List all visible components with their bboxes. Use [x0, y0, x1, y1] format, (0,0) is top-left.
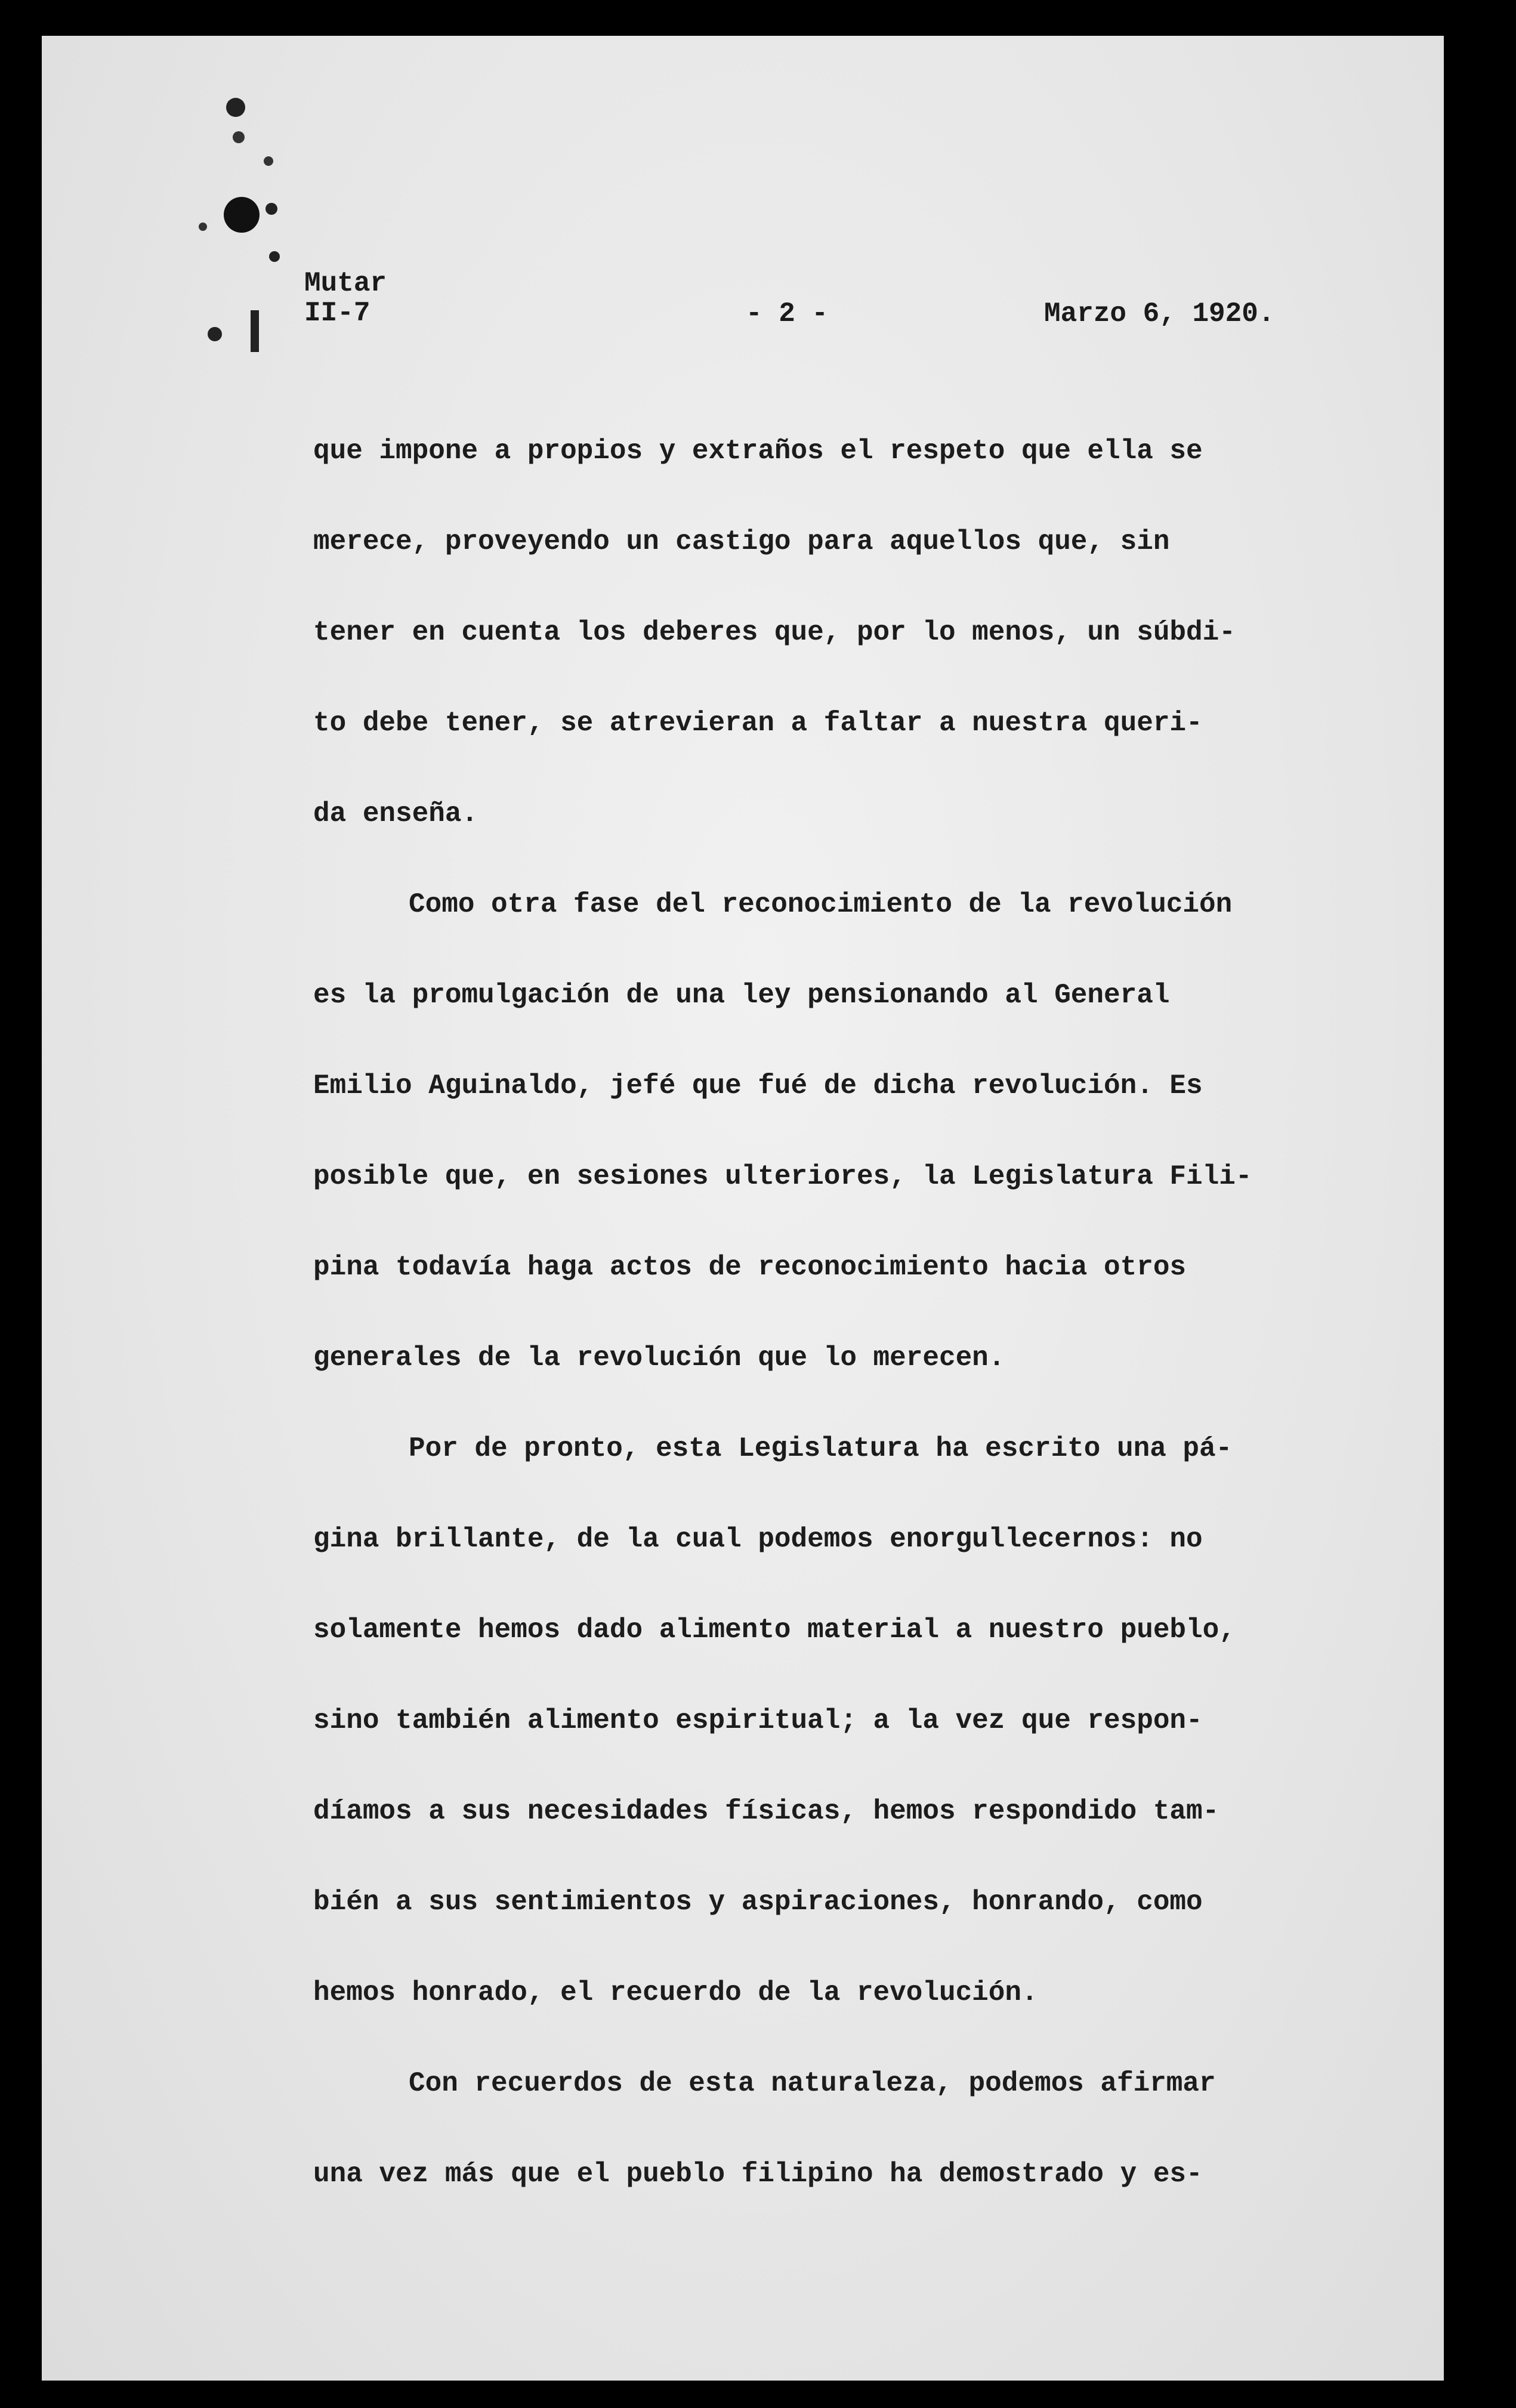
- text-line: generales de la revolución que lo merecen.: [313, 1342, 1005, 1373]
- ink-blots: [179, 72, 310, 382]
- reference-code: [304, 268, 387, 328]
- text-line: que impone a propios y extraños el respeto que ella se: [313, 436, 1203, 467]
- text-line: bién a sus sentimientos y aspiraciones, honrando, como: [313, 1887, 1203, 1918]
- body-text: [313, 406, 1387, 2219]
- text-line: Como otra fase del reconocimiento de la revolución: [409, 889, 1233, 920]
- text-line: da enseña.: [313, 798, 478, 829]
- text-line: to debe tener, se atrevieran a faltar a nuestra queri-: [313, 708, 1203, 739]
- text-line: hemos honrado, el recuerdo de la revolución.: [313, 1977, 1038, 2008]
- reference-line-2: II-7: [304, 298, 370, 329]
- text-line: Por de pronto, esta Legislatura ha escrito una pá-: [409, 1433, 1233, 1464]
- text-line: díamos a sus necesidades físicas, hemos respondido tam-: [313, 1796, 1219, 1827]
- text-line: una vez más que el pueblo filipino ha demostrado y es-: [313, 2159, 1203, 2190]
- text-line: gina brillante, de la cual podemos enorgullecernos: no: [313, 1524, 1203, 1555]
- text-line: Emilio Aguinaldo, jefé que fué de dicha revolución. Es: [313, 1070, 1203, 1101]
- text-line: Con recuerdos de esta naturaleza, podemos afirmar: [409, 2068, 1216, 2099]
- text-line: sino también alimento espiritual; a la vez que respon-: [313, 1705, 1203, 1736]
- scan-border: [1444, 36, 1480, 2381]
- document-date: Marzo 6, 1920.: [1044, 298, 1275, 329]
- text-line: posible que, en sesiones ulteriores, la Legislatura Fili-: [313, 1161, 1252, 1192]
- text-line: solamente hemos dado alimento material a nuestro pueblo,: [313, 1614, 1236, 1646]
- page-number: - 2 -: [746, 298, 829, 329]
- text-line: merece, proveyendo un castigo para aquellos que, sin: [313, 526, 1170, 557]
- text-line: tener en cuenta los deberes que, por lo menos, un súbdi-: [313, 617, 1236, 648]
- text-line: pina todavía haga actos de reconocimiento hacia otros: [313, 1252, 1187, 1283]
- reference-line-1: Mutar: [304, 268, 387, 299]
- text-line: es la promulgación de una ley pensionando al General: [313, 980, 1170, 1011]
- document-page: [42, 36, 1480, 2381]
